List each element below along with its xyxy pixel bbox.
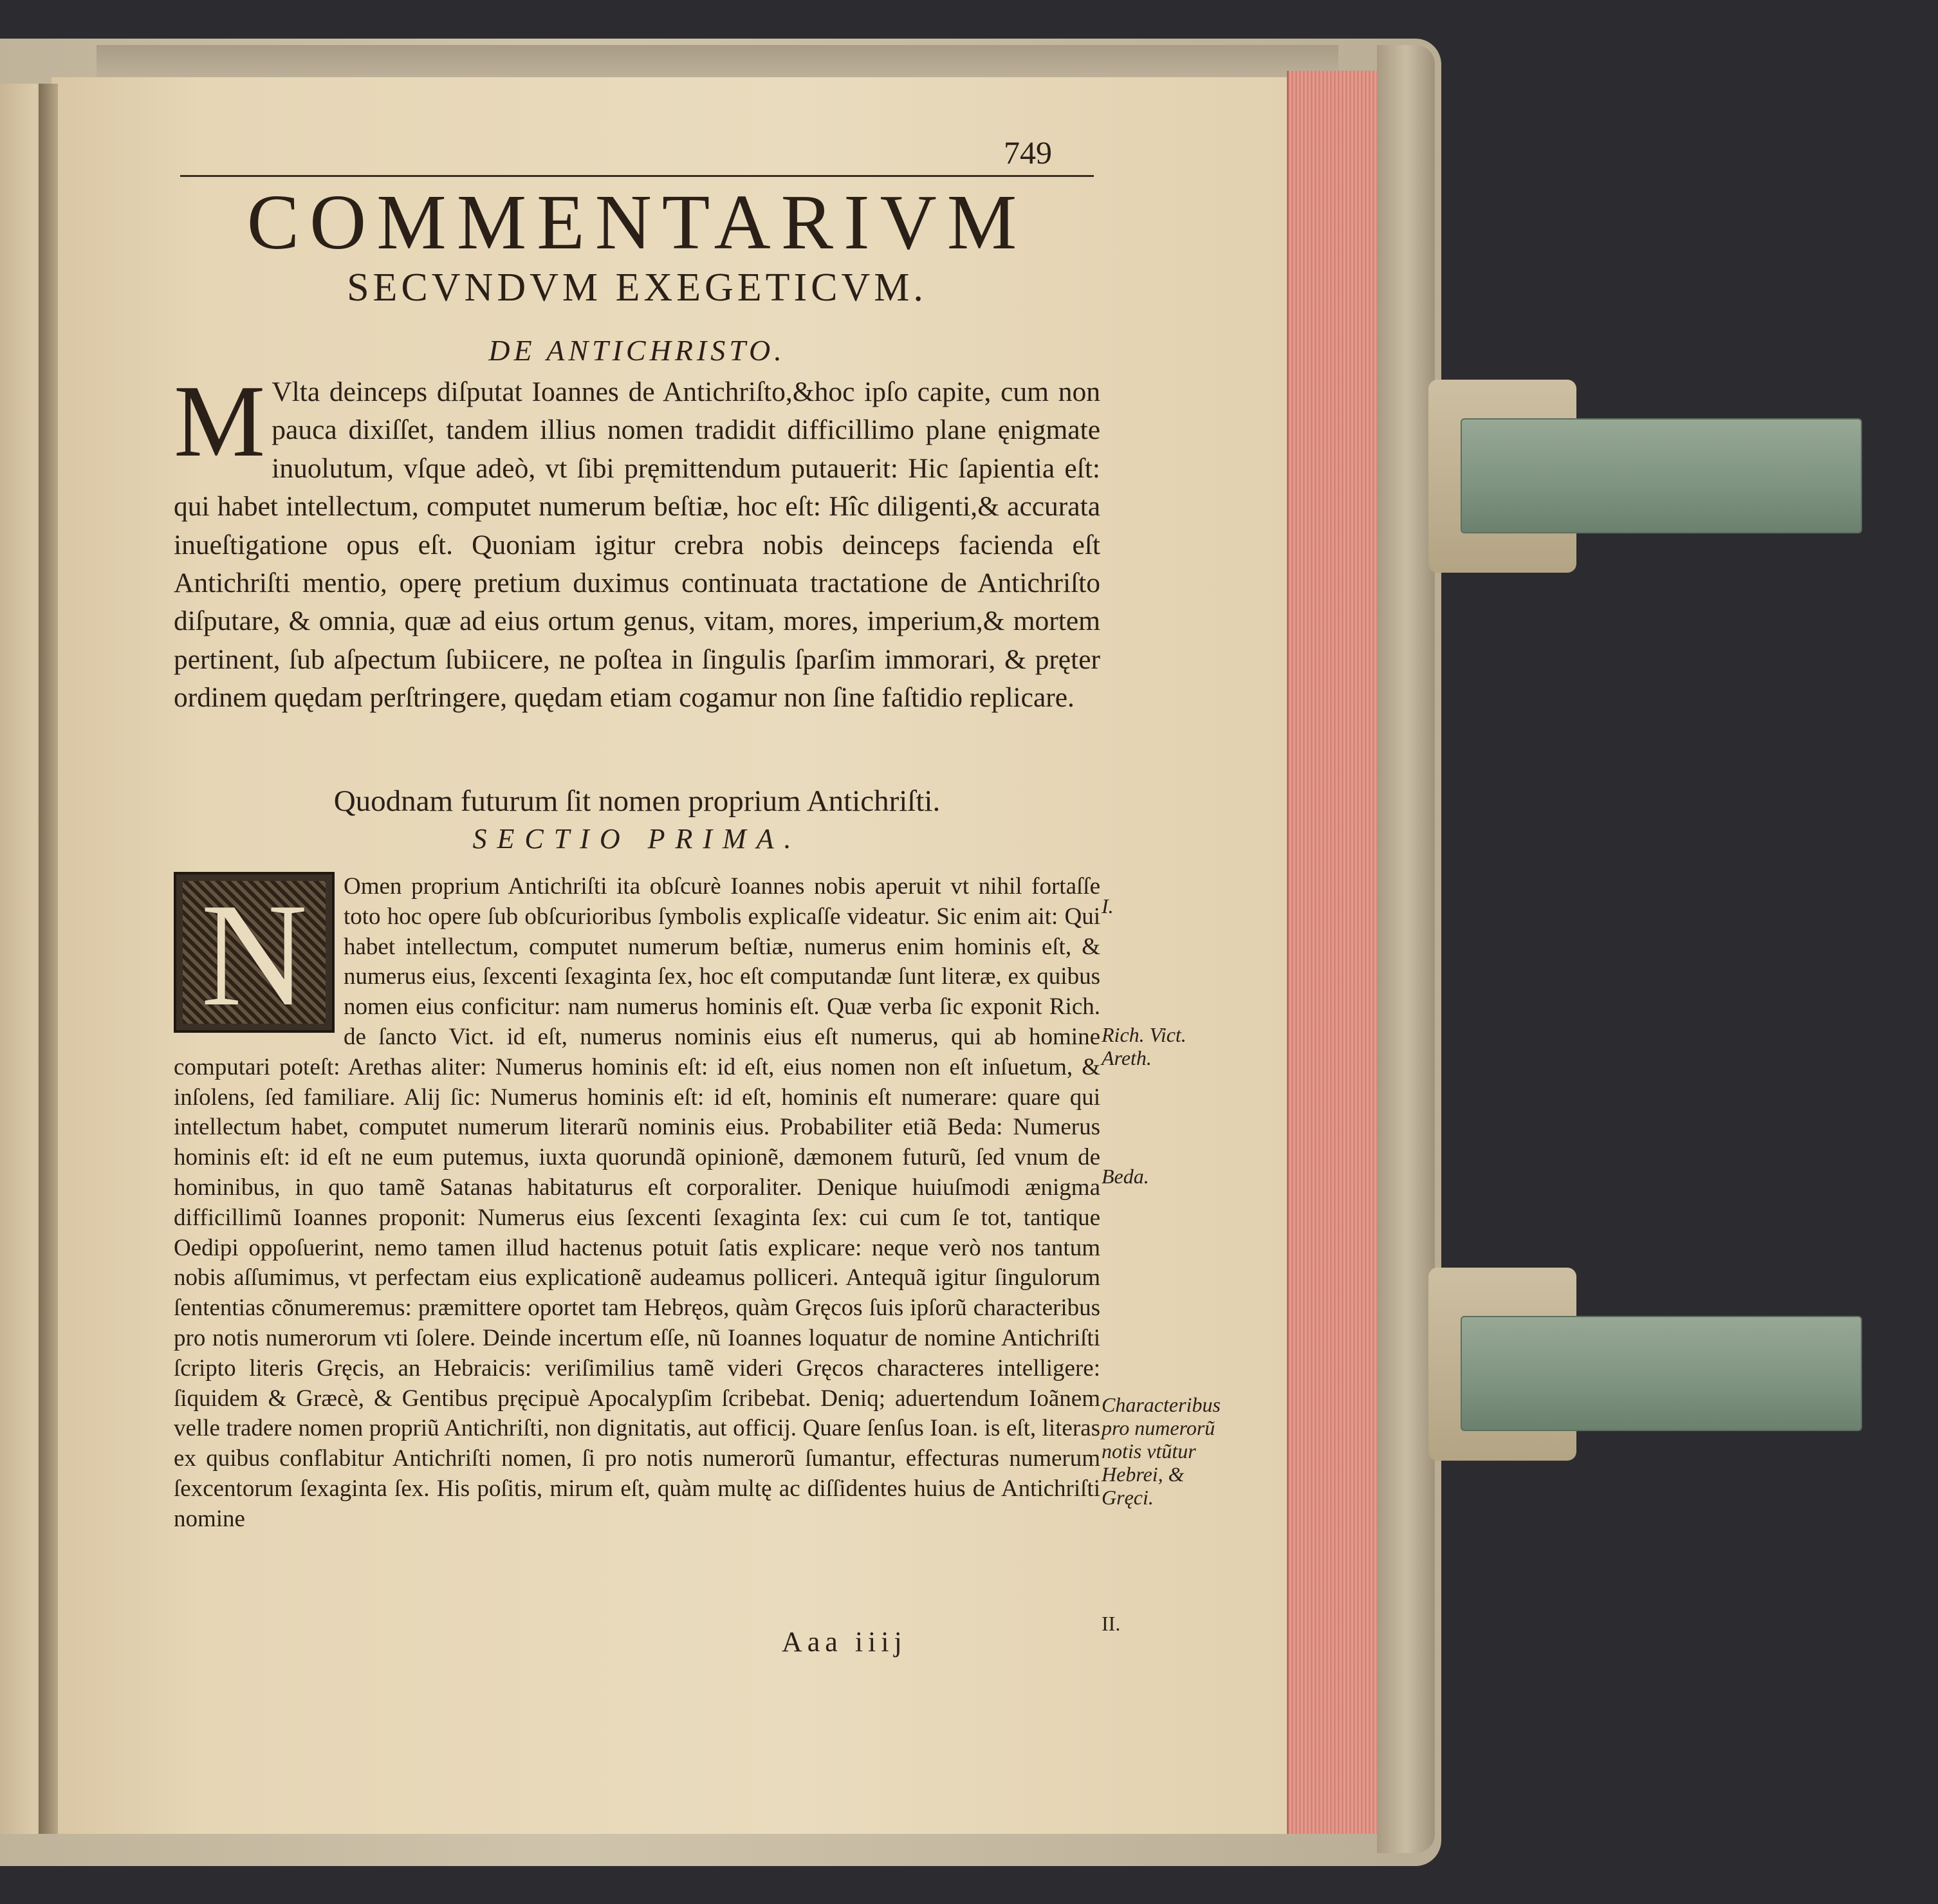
margin-note-characteribus: Characteribus pro numerorũ notis vtũtur Hebrei, & Gręci. bbox=[1102, 1393, 1221, 1509]
page-title: COMMENTARIVM bbox=[246, 179, 1028, 266]
red-fore-edge bbox=[1287, 71, 1379, 1834]
paragraph-1 bbox=[174, 364, 1100, 717]
clasp-lower-metal bbox=[1461, 1316, 1862, 1431]
drop-cap-m: M bbox=[174, 364, 266, 478]
cover-edge bbox=[1377, 45, 1435, 1853]
decorated-initial-letter: N bbox=[200, 873, 308, 1033]
page-number: 749 bbox=[1004, 134, 1052, 171]
header-rule bbox=[180, 175, 1094, 177]
gutter bbox=[39, 84, 58, 1834]
paragraph-1-text: Vlta deinceps diſputat Ioannes de Antichriſto,&hoc ipſo capite, cum non pauca dixiſſet, tandem illius nomen tradidit difficillimo plane ęnigmate inuolutum, vſque adeò, vt ſibi pręmittendum putauerit: Hic ſapientia eſt: qui habet intellectum, computet numerum beſtiæ, hoc eſt: Hîc diligenti,& accurata inueſtigatione opus eſt. Quoniam igitur crebra nobis deinceps facienda eſt Antichriſti mentio, operę pretium duximus continuata tractatione de Antichriſto diſputare, & omnia, quæ ad eius ortum genus, vitam, mores, imperium,& mortem pertinent, ſub aſpectum ſubiicere, ne poſtea in ſingulis ſparſim immorari, & pręter ordinem quędam perſtringere, quędam etiam cogamur non ſine faſtidio replicare. bbox=[174, 376, 1100, 714]
decorated-initial bbox=[174, 872, 335, 1033]
margin-note-beda: Beda. bbox=[1102, 1165, 1149, 1188]
paragraph-2-text: Omen proprium Antichriſti ita obſcurè Ioannes nobis aperuit vt nihil fortaſſe toto hoc opere ſub obſcurioribus ſymbolis explicaſſe videatur. Sic enim ait: Qui habet intellectum, computet numerum beſtiæ, numerus enim hominis eſt, & numerus eius, ſexcenti ſexaginta ſex, hoc eſt computandæ ſunt literæ, ex quibus nomen eius conficitur: nam numerus hominis eſt. Quæ verba ſic exponit Rich. de ſancto Vict. id eſt, numerus nominis eius eſt numerus, qui ab homine computari poteſt: Arethas aliter: Numerus hominis eſt: id eſt, eius nomen non eſt inſuetum, & inſolens, ſed familiare. Alij ſic: Numerus hominis eſt: id eſt, hominis eſt numerare: quare qui intellectum habet, computet numerum literarũ nominis eius. Probabiliter etiã Beda: Numerus hominis eſt: id eſt ne eum putemus, iuxta quorundã opinionẽ, dæmonem futurũ, ſed vnum de hominibus, in quo tamẽ Satanas habitaturus eſt corporaliter. Denique huiuſmodi ænigma difficillimũ Ioannes proponit: Numerus eius ſexcenti ſexaginta ſex: cui cum ſe tot, tantique Oedipi oppoſuerint, nemo tamen illud hactenus potuit ſatis explicare: neque verò nos tantum nobis aſſumimus, vt perfectam eius explicationẽ audeamus polliceri. Antequã igitur ſingulorum ſententias cõnumeremus: præmittere oportet tam Hebręos, quàm Gręcos ſuis ipſorũ characteribus pro notis numerorum vti ſolere. Deinde incertum eſſe, nũ Ioannes loquatur de nomine Antichriſti ſcripto literis Gręcis, an Hebraicis: veriſimilius tamẽ videri Gręcos characteres intelligere: ſiquidem & Græcè, & Gentibus pręcipuè Apocalypſim ſcribebat. Deniq; aduertendum Ioãnem velle tradere nomen propriũ Antichriſti, non dignitatis, aut officij. Quare ſenſus Ioan. is eſt, literas ex quibus conflabitur Antichriſti nomen, ſi pro notis numerorũ ſumantur, effecturas numerum ſexcentorum ſexaginta ſex. His poſitis, mirum eſt, quàm multę ac diſſidentes huius de Antichriſti nomine bbox=[174, 873, 1100, 1532]
margin-note-roman-2: II. bbox=[1102, 1612, 1121, 1635]
page-subtitle: SECVNDVM EXEGETICVM. bbox=[347, 266, 927, 310]
clasp-upper-metal bbox=[1461, 418, 1862, 533]
signature-mark: Aaa iiij bbox=[782, 1626, 907, 1658]
section-heading: DE ANTICHRISTO. bbox=[488, 334, 786, 367]
sectio-heading: SECTIO PRIMA. bbox=[472, 823, 802, 855]
margin-note-rich-areth: Rich. Vict. Areth. bbox=[1102, 1023, 1186, 1069]
margin-note-roman-1: I. bbox=[1102, 894, 1114, 918]
subheading: Quodnam futurum ſit nomen proprium Antichriſti. bbox=[333, 784, 941, 818]
paragraph-2 bbox=[174, 872, 1100, 1535]
